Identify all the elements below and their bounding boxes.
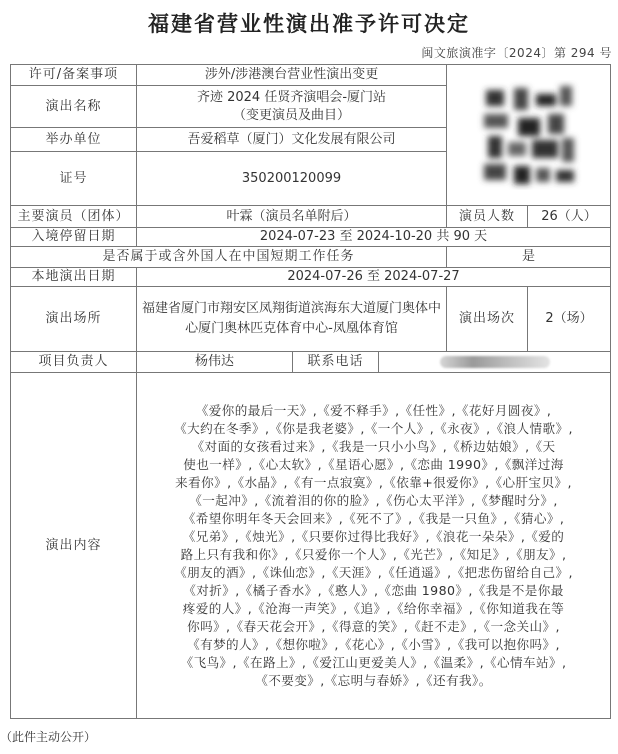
organizer-value: 吾爱稻草（厦门）文化发展有限公司	[137, 128, 447, 152]
entry-period-label: 入境停留日期	[11, 228, 137, 247]
foreign-work-label: 是否属于或含外国人在中国短期工作任务	[11, 247, 447, 268]
document-number: 闽文旅演准字〔2024〕第 294 号	[421, 46, 612, 60]
content-label: 演出内容	[11, 373, 137, 719]
song-line: 疼爱的人》,《沧海一声笑》,《追》,《给你幸福》,《你知道我在等	[182, 600, 565, 616]
page-title: 福建省营业性演出准予许可决定	[148, 12, 470, 36]
license-type-value: 涉外/涉港澳台营业性演出变更	[137, 65, 447, 86]
song-line: 《有梦的人》,《想你啦》,《花心》,《小雪》,《我可以抱你吗》,	[187, 636, 560, 652]
show-name-value	[137, 86, 447, 128]
song-line: 《不要变》,《忘明与春娇》,《还有我》。	[255, 672, 492, 688]
cert-no-label: 证号	[11, 152, 137, 206]
manager-label: 项目负责人	[11, 352, 137, 373]
song-line: 《飞鸟》,《在路上》,《爱江山更爱美人》,《温柔》,《心情车站》,	[180, 654, 567, 670]
qr-code-cell	[447, 65, 611, 206]
song-line: 《对折》,《橘子香水》,《憨人》,《恋曲 1980》,《我是不是你最	[183, 582, 564, 598]
phone-value	[379, 352, 611, 373]
license-table	[10, 64, 611, 719]
song-line: 来看你》,《水晶》,《有一点寂寞》,《依靠+很爱你》,《心肝宝贝》,	[175, 474, 572, 490]
song-line: 《一起冲》,《流着泪的你的脸》,《伤心太平洋》,《梦醒时分》,	[189, 492, 558, 508]
song-line: 使也一样》,《心太软》,《星语心愿》,《恋曲 1990》,《飘洋过海	[183, 456, 564, 472]
show-name-label: 演出名称	[11, 86, 137, 128]
show-name-line1: 齐迹 2024 任贤齐演唱会-厦门站	[196, 89, 387, 105]
song-line: 《朋友的酒》,《诛仙恋》,《天涯》,《任逍遥》,《把悲伤留给自己》,	[174, 564, 573, 580]
performers-label: 主要演员（团体）	[11, 206, 137, 228]
sessions-value: 2（场）	[528, 287, 611, 352]
foreign-work-value: 是	[447, 247, 611, 268]
content-songs	[137, 373, 611, 719]
song-line: 《对面的女孩看过来》,《我是一只小小鸟》,《桥边姑娘》,《天	[191, 438, 556, 454]
organizer-label: 举办单位	[11, 128, 137, 152]
performer-count-value: 26（人）	[528, 206, 611, 228]
phone-masked	[440, 356, 550, 368]
song-line: 《大约在冬季》,《你是我老婆》,《一个人》,《永夜》,《浪人情歌》,	[174, 420, 573, 436]
song-line: 《希望你明年冬天会回来》,《死不了》,《我是一只鱼》,《猜心》,	[182, 510, 565, 526]
song-line: 你吗》,《春天花会开》,《得意的笑》,《赶不走》,《一念关山》,	[187, 618, 560, 634]
performers-value: 叶霖（演员名单附后）	[137, 206, 447, 228]
venue-value: 福建省厦门市翔安区凤翔街道滨海东大道厦门奥体中心厦门奥林匹克体育中心-凤凰体育馆	[137, 287, 447, 352]
venue-label: 演出场所	[11, 287, 137, 352]
manager-value: 杨伟达	[137, 352, 293, 373]
license-type-label: 许可/备案事项	[11, 65, 137, 86]
sessions-label: 演出场次	[447, 287, 528, 352]
song-line: 路上只有我和你》,《只爱你一个人》,《光芒》,《知足》,《朋友》,	[180, 546, 567, 562]
song-line: 《爱你的最后一天》,《爱不释手》,《任性》,《花好月圆夜》,	[195, 402, 552, 418]
qr-code-icon	[474, 80, 584, 190]
local-dates-label: 本地演出日期	[11, 268, 137, 287]
phone-label: 联系电话	[293, 352, 379, 373]
public-notice: （此件主动公开）	[0, 730, 97, 744]
cert-no-value: 350200120099	[137, 152, 447, 206]
show-name-line2: （变更演员及曲目）	[233, 107, 351, 123]
local-dates-value: 2024-07-26 至 2024-07-27	[137, 268, 611, 287]
song-line: 《兄弟》,《烛光》,《只要你过得比我好》,《浪花一朵朵》,《爱的	[182, 528, 565, 544]
entry-period-value: 2024-07-23 至 2024-10-20 共 90 天	[137, 228, 611, 247]
performer-count-label: 演员人数	[447, 206, 528, 228]
